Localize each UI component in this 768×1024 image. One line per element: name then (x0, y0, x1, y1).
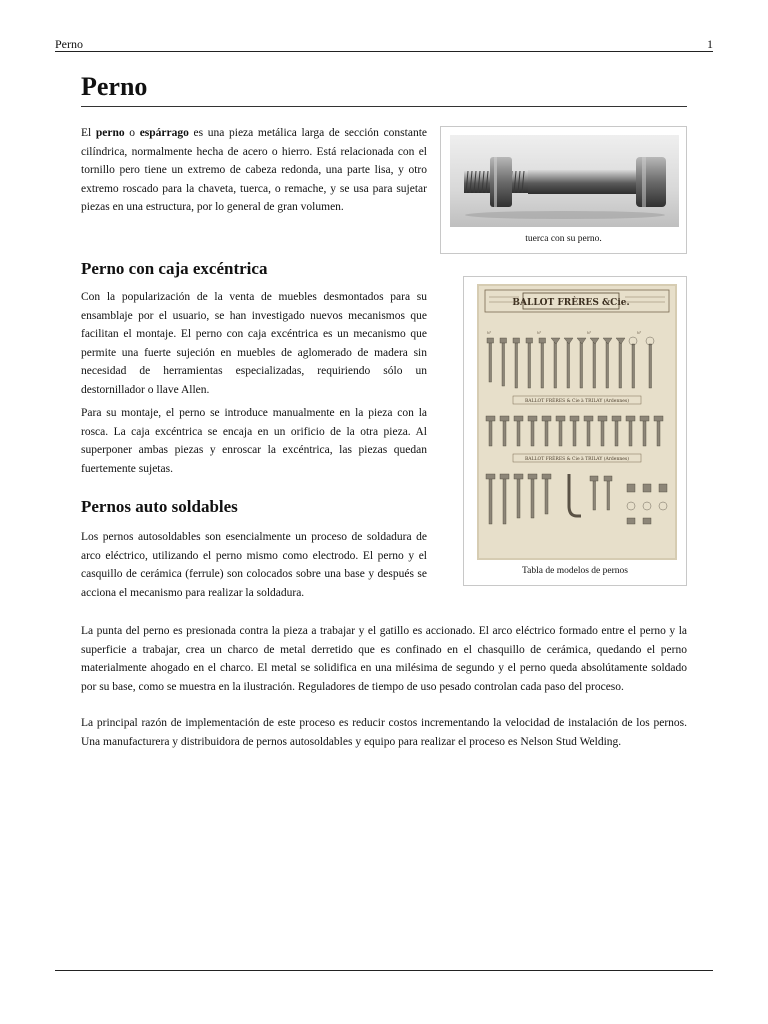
bolt-catalogue-image (477, 284, 677, 560)
page-title: Perno (81, 72, 687, 107)
section-paragraph: La punta del perno es presionada contra la pieza a trabajar y el gatillo es accionado. El arco eléctrico formado entre el perno y la superficie a trabajar, crea un charco de metal derretido que es confinado en el chasquillo de cerámica, quedando el perno materialmente ahogado en el charco. El metal se solidifica en una milésima de segundo y el perno queda absolútamente soldado por su base, como se muestra en la ilustración. Reguladores de tiempo de uso pesado controlan cada paso del proceso. (81, 625, 687, 693)
bolt-illustration (450, 135, 679, 227)
catalogue-banner-text: BALLOT FRÈRES &Cie. (512, 298, 630, 308)
catalogue-row-label: BALLOT FRÈRES & Cie à TRILAY (Ardennes) (524, 399, 630, 404)
intro-text-start: El (81, 127, 96, 139)
intro-text-or: o (124, 127, 140, 139)
intro-text-rest: es una pieza metálica larga de sección constante cilíndrica, normalmente hecha de acero o hierro. Está relacionada con el tornillo pero tiene un extremo de cabeza redonda, una parte lisa, y otro extremo roscado para la chaveta, tuerca, o remache, y se usa para sujetar piezas en una estructura, por lo general de gran volumen. (81, 127, 427, 213)
figure-bolt-photo (440, 126, 687, 254)
page-number: 1 (707, 37, 713, 51)
svg-text:N°: N° (487, 331, 492, 335)
term-esparrago: espárrago (139, 127, 189, 139)
figure-caption: tuerca con su perno. (525, 234, 602, 244)
figure-bolt-catalogue (463, 276, 687, 586)
figure-caption: Tabla de modelos de pernos (522, 566, 628, 576)
term-perno: perno (95, 127, 125, 139)
section-heading-auto-soldables: Pernos auto soldables (81, 497, 238, 516)
section-paragraph: Para su montaje, el perno se introduce manualmente en la pieza con la rosca. La caja excéntrica se encaja en un orificio de la otra pieza. Al superponer ambas piezas y enroscar la excéntrica, las piezas quedan fuertemente sujetas. (81, 407, 427, 475)
svg-text:N°: N° (587, 331, 592, 335)
bolt-catalogue-illustration (477, 284, 677, 560)
section-paragraph: Los pernos autosoldables son esencialmente un proceso de soldadura de arco eléctrico, utilizando el perno mismo como electrodo. El perno y el casquillo de cerámica (ferrule) son colocados sobre una base y después se acciona el mecanismo para realizar la soldadura. (81, 531, 427, 599)
section-heading-caja-excentrica: Perno con caja excéntrica (81, 259, 268, 278)
catalogue-row-label: BALLOT FRÈRES & Cie à TRILAY (Ardennes) (524, 457, 630, 462)
section-paragraph: La principal razón de implementación de este proceso es reducir costos incrementando la velocidad de instalación de los pernos. Una manufacturera y distribuidora de pernos autosoldables y equipo para realizar el proceso es Nelson Stud Welding. (81, 717, 687, 748)
svg-text:N°: N° (637, 331, 642, 335)
running-header (55, 35, 713, 52)
running-header-title: Perno (55, 37, 83, 51)
footer-rule (55, 970, 713, 971)
section-paragraph: Con la popularización de la venta de muebles desmontados para su ensamblaje por el usuario, se han investigado nuevos mecanismos que facilitan el montaje. El perno con caja excéntrica es un mecanismo que permite una fuerte sujeción en muebles de aglomerado de madera sin necesidad de herramientas especializadas, requiriendo sólo un destornillador o llave Allen. (81, 291, 427, 396)
intro-paragraph (81, 124, 427, 217)
svg-text:N°: N° (537, 331, 542, 335)
bolt-photo-image (450, 135, 679, 227)
